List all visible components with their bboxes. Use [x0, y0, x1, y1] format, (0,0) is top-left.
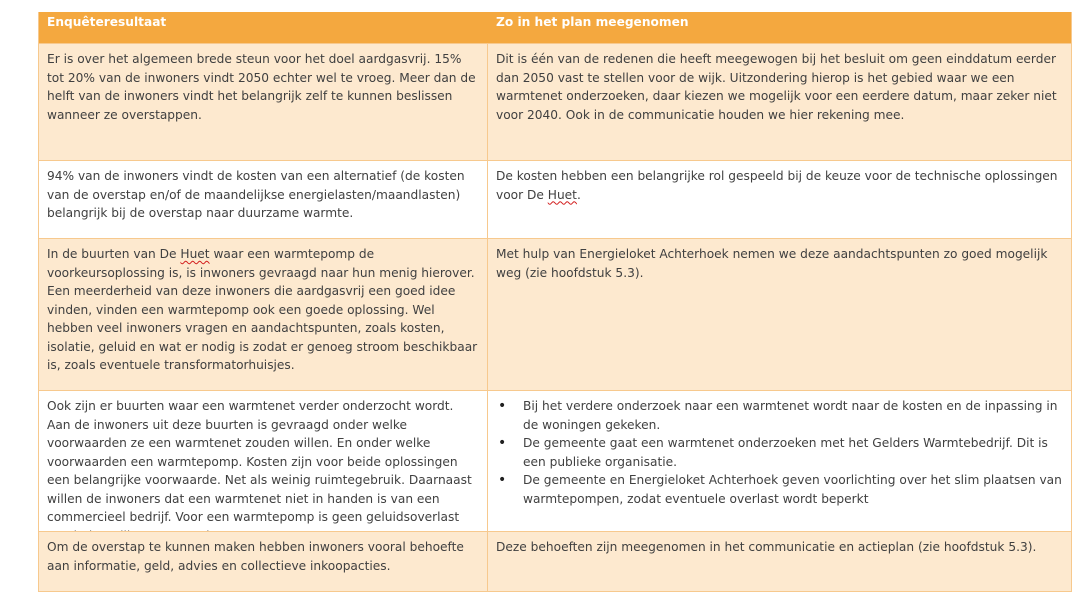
- row-3-result-text: waar een warmtepomp de voorkeursoplossing is, is inwoners gevraagd naar hun menig hierover. Een meerderheid van deze inwoners die aardgasvrij een goed idee vinden, vinden een warmtepomp ook een goede oplossing. Wel hebben veel inwoners vragen en aandachtspunten, zoals kosten, isolatie, geluid en wat er nodig is zodat er genoeg stroom beschikbaar is, zoals eventuele transformatorhuisjes.: [47, 247, 478, 372]
- table-row: [39, 160, 1071, 238]
- spellcheck-word[interactable]: Huet: [547, 187, 577, 202]
- table-row: [39, 238, 1071, 390]
- row-4-result: Ook zijn er buurten waar een warmtenet verder onderzocht wordt. Aan de inwoners uit deze buurten is gevraagd onder welke voorwaarden ze een warmtenet zouden willen. En onder welke voorwaarden een warmtepomp. Kosten zijn voor beide oplossingen een belangrijke voorwaarde. Net als weinig ruimtegebruik. Daarnaast willen de inwoners dat een warmtenet niet in handen is van een commercieel bedrijf. Voor een warmtepomp is geen geluidsoverlast: [39, 391, 488, 531]
- header-enqueteresultaat: Enquêteresultaat: [47, 15, 167, 29]
- row-5-plan: Deze behoeften zijn meegenomen in het communicatie en actieplan (zie hoofdstuk 5.3).: [496, 540, 1037, 554]
- table-row: [39, 531, 1071, 591]
- table-row: [39, 390, 1071, 531]
- row-3-plan: Met hulp van Energieloket Achterhoek nemen we deze aandachtspunten zo goed mogelijk weg (zie hoofdstuk 5.3).: [496, 247, 1048, 280]
- bullet-item: • Bij het verdere onderzoek naar een warmtenet wordt naar de kosten en de inpassing in de woningen gekeken.: [496, 397, 1063, 434]
- row-2-plan-end: .: [576, 187, 581, 202]
- header-plan: Zo in het plan meegenomen: [496, 15, 689, 29]
- results-table: [38, 12, 1072, 592]
- plan-bullet-list: [496, 397, 1063, 508]
- row-2-result: 94% van de inwoners vindt de kosten van een alternatief (de kosten van de overstap en/of de maandelijkse energielasten/maandlasten) belangrijk bij de overstap naar duurzame warmte.: [39, 161, 488, 238]
- row-5-result: Om de overstap te kunnen maken hebben inwoners vooral behoefte aan informatie, geld, advies en collectieve inkoopacties.: [39, 532, 488, 591]
- bullet-item: • De gemeente en Energieloket Achterhoek geven voorlichting over het slim plaatsen van warmtepompen, zodat eventuele overlast wordt beperkt: [496, 471, 1063, 508]
- row-2-plan-text: De kosten hebben een belangrijke rol gespeeld bij de keuze voor de technische oplossingen voor De: [496, 169, 1058, 202]
- row-1-result: Er is over het algemeen brede steun voor het doel aardgasvrij. 15% tot 20% van de inwoners vindt 2050 echter wel te vroeg. Meer dan de helft van de inwoners vindt het belangrijk zelf te kunnen beslissen wanneer ze overstappen.: [39, 44, 488, 160]
- row-4-plan: [488, 391, 1071, 531]
- row-3-result: [39, 239, 488, 390]
- spellcheck-word[interactable]: Huet: [180, 247, 210, 261]
- bullet-item: • De gemeente gaat een warmtenet onderzoeken met het Gelders Warmtebedrijf. Dit is een publieke organisatie.: [496, 434, 1063, 471]
- table-row: [39, 43, 1071, 160]
- row-2-plan: [488, 161, 1071, 238]
- row-3-result-start: In de buurten van De: [47, 247, 181, 261]
- table-header-row: [39, 12, 1071, 43]
- row-1-plan: Dit is één van de redenen die heeft meegewogen bij het besluit om geen einddatum eerder dan 2050 vast te stellen voor de wijk. Uitzondering hierop is het gebied waar we een warmtenet onderzoeken, daar kiezen we mogelijk voor een eerdere datum, maar zeker niet voor 2040. Ook in de communicatie houden we hier rekening mee.: [496, 52, 1057, 122]
